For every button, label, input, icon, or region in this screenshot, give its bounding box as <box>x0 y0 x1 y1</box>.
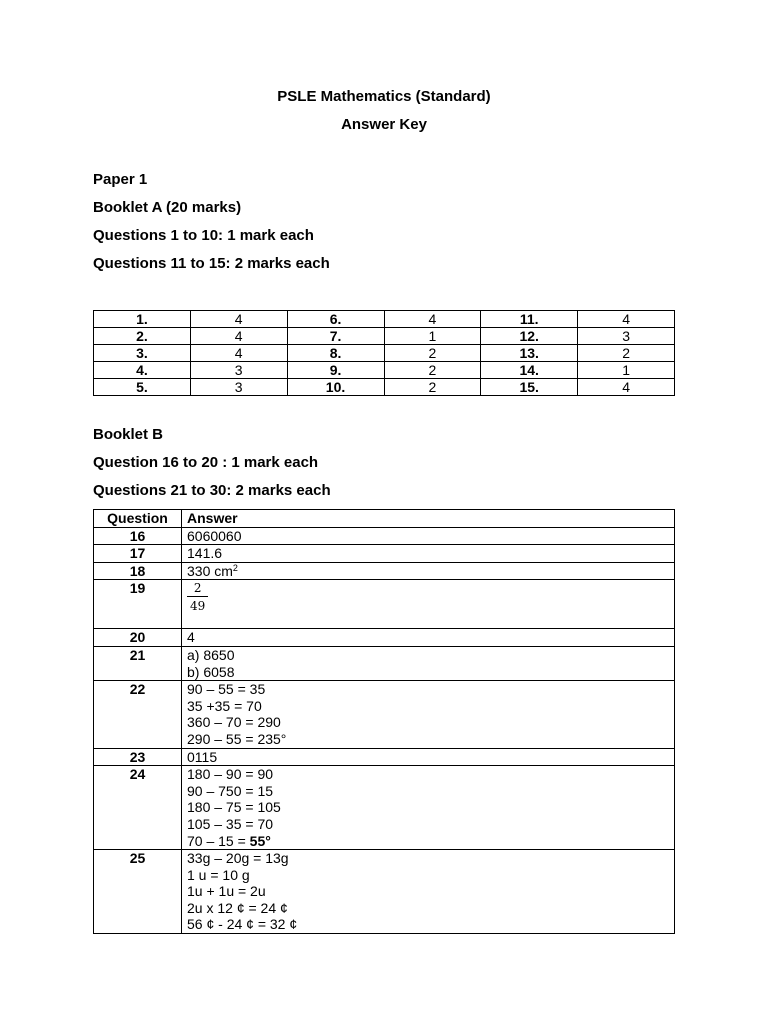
table-row <box>94 766 675 850</box>
answer-line: 141.6 <box>187 545 223 562</box>
table-header-row <box>94 510 675 528</box>
answer-cell <box>182 646 675 680</box>
answer-value: 3 <box>578 328 675 345</box>
booklet-b-heading: Booklet B <box>93 426 164 443</box>
page-subtitle: Answer Key <box>341 116 427 133</box>
answer-column-header: Answer <box>182 510 675 528</box>
answer-line: 1u + 1u = 2u <box>187 883 266 900</box>
table-row <box>94 545 675 563</box>
question-number: 25 <box>94 850 182 934</box>
question-number: 19 <box>94 580 182 629</box>
booklet-a-note-1: Questions 1 to 10: 1 mark each <box>93 227 314 244</box>
answer-cell <box>182 562 675 580</box>
question-number: 5. <box>94 379 191 396</box>
question-number: 11. <box>481 311 578 328</box>
table-row <box>94 646 675 680</box>
table-row <box>94 580 675 629</box>
fraction-numerator: 2 <box>187 581 208 597</box>
answer-cell <box>182 527 675 545</box>
answer-value: 3 <box>190 362 287 379</box>
question-number: 24 <box>94 766 182 850</box>
answer-value: 2 <box>384 362 481 379</box>
question-number: 2. <box>94 328 191 345</box>
answer-line: b) 6058 <box>187 663 235 680</box>
table-row <box>94 311 675 328</box>
answer-line: 0115 <box>187 748 218 765</box>
answer-value: 4 <box>190 311 287 328</box>
table-row <box>94 681 675 748</box>
table-row <box>94 562 675 580</box>
question-number: 13. <box>481 345 578 362</box>
table-row <box>94 362 675 379</box>
question-column-header: Question <box>94 510 182 528</box>
superscript-exponent: 2 <box>232 562 238 573</box>
booklet-a-answer-table <box>93 310 675 396</box>
question-number: 20 <box>94 629 182 647</box>
question-number: 1. <box>94 311 191 328</box>
answer-line: a) 8650 <box>187 646 235 663</box>
booklet-b-note-2: Questions 21 to 30: 2 marks each <box>93 482 331 499</box>
table-row <box>94 748 675 766</box>
booklet-a-note-2: Questions 11 to 15: 2 marks each <box>93 255 330 272</box>
table-row <box>94 328 675 345</box>
answer-line: 33g – 20g = 13g <box>187 850 289 867</box>
final-answer: 55° <box>249 832 271 849</box>
answer-line: 105 – 35 = 70 <box>187 815 274 832</box>
answer-line: 6060060 <box>187 527 242 544</box>
answer-text: 70 – 15 = <box>187 832 250 849</box>
answer-value: 3 <box>190 379 287 396</box>
answer-value: 2 <box>384 345 481 362</box>
question-number: 9. <box>287 362 384 379</box>
answer-value: 4 <box>384 311 481 328</box>
question-number: 7. <box>287 328 384 345</box>
question-number: 3. <box>94 345 191 362</box>
fraction <box>187 581 208 615</box>
answer-line: 290 – 55 = 235° <box>187 730 287 747</box>
answer-value: 2 <box>384 379 481 396</box>
answer-cell <box>182 545 675 563</box>
answer-line <box>187 563 674 580</box>
fraction-denominator: 49 <box>190 599 206 614</box>
answer-cell <box>182 681 675 748</box>
paper-heading: Paper 1 <box>93 171 148 188</box>
answer-value: 1 <box>578 362 675 379</box>
question-number: 14. <box>481 362 578 379</box>
answer-text: 330 cm <box>187 562 233 579</box>
booklet-a-heading: Booklet A (20 marks) <box>93 199 242 216</box>
answer-line: 180 – 90 = 90 <box>187 766 274 783</box>
answer-line: 180 – 75 = 105 <box>187 799 281 816</box>
answer-line: 1 u = 10 g <box>187 866 250 883</box>
question-number: 10. <box>287 379 384 396</box>
table-row <box>94 379 675 396</box>
question-number: 6. <box>287 311 384 328</box>
answer-value: 4 <box>190 345 287 362</box>
table-row <box>94 345 675 362</box>
question-number: 23 <box>94 748 182 766</box>
answer-value: 4 <box>578 311 675 328</box>
table-row <box>94 629 675 647</box>
question-number: 4. <box>94 362 191 379</box>
table-row <box>94 850 675 934</box>
answer-line: 90 – 750 = 15 <box>187 782 274 799</box>
answer-line: 360 – 70 = 290 <box>187 714 281 731</box>
booklet-b-note-1: Question 16 to 20 : 1 mark each <box>93 454 319 471</box>
question-number: 12. <box>481 328 578 345</box>
answer-cell <box>182 580 675 629</box>
question-number: 17 <box>94 545 182 563</box>
answer-value: 2 <box>578 345 675 362</box>
question-number: 21 <box>94 646 182 680</box>
question-number: 18 <box>94 562 182 580</box>
answer-cell <box>182 766 675 850</box>
booklet-b-answer-table <box>93 509 675 934</box>
answer-cell <box>182 629 675 647</box>
question-number: 22 <box>94 681 182 748</box>
question-number: 8. <box>287 345 384 362</box>
answer-cell <box>182 748 675 766</box>
answer-cell <box>182 850 675 934</box>
table-row <box>94 527 675 545</box>
page-title: PSLE Mathematics (Standard) <box>277 88 491 105</box>
answer-line: 90 – 55 = 35 <box>187 681 266 698</box>
question-number: 15. <box>481 379 578 396</box>
question-number: 16 <box>94 527 182 545</box>
answer-line: 4 <box>187 629 195 646</box>
answer-line <box>187 833 674 850</box>
answer-value: 4 <box>190 328 287 345</box>
answer-value: 1 <box>384 328 481 345</box>
answer-line: 35 +35 = 70 <box>187 697 262 714</box>
answer-line: 56 ¢ - 24 ¢ = 32 ¢ <box>187 916 298 933</box>
answer-line: 2u x 12 ¢ = 24 ¢ <box>187 899 288 916</box>
answer-value: 4 <box>578 379 675 396</box>
